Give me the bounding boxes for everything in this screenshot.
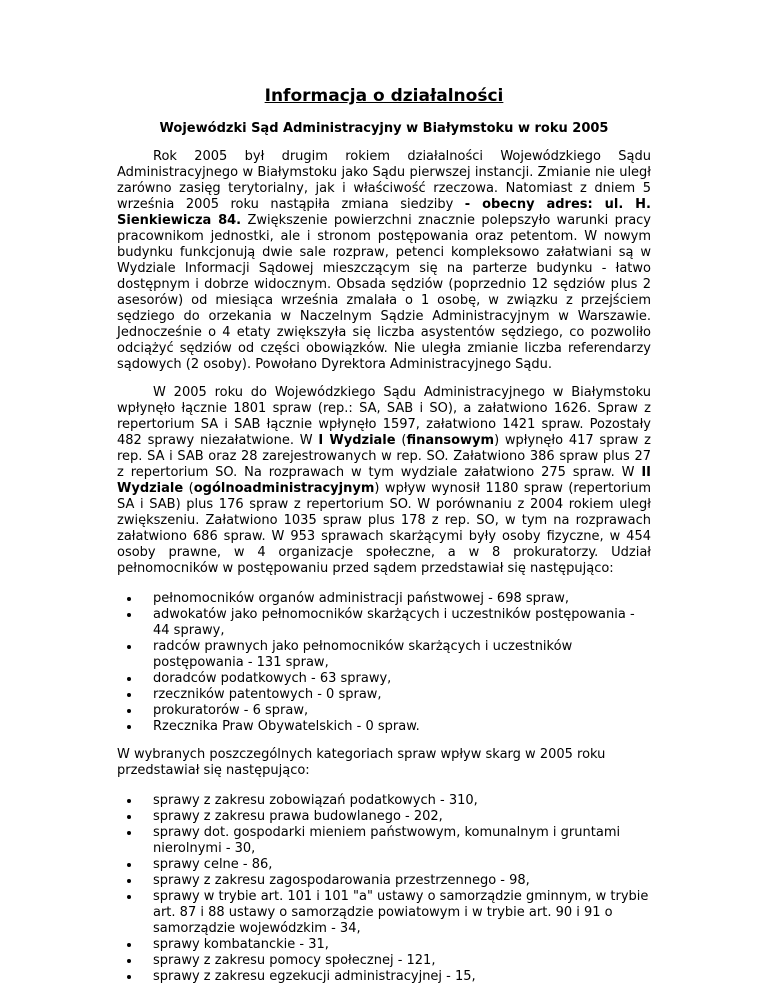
list-item: sprawy w trybie art. 101 i 101 "a" ustawy o samorządzie gminnym, w trybie art. 87 i 88 ustawy o samorządzie powiatowym i w trybie art. 90 i 91 o samorządzie wojewódzkim - 34,	[153, 889, 651, 937]
first-division-bold: I Wydziale	[318, 433, 396, 448]
list-item: sprawy z zakresu zobowiązań podatkowych - 310,	[153, 793, 651, 809]
stats-text-g: (	[183, 481, 194, 496]
financial-bold: finansowym	[406, 433, 495, 448]
document-subtitle: Wojewódzki Sąd Administracyjny w Białymstoku w roku 2005	[159, 121, 609, 136]
list-item: sprawy z zakresu zagospodarowania przestrzennego - 98,	[153, 873, 651, 889]
stats-text-i: ) wpływ wynosił 1180 spraw (repertorium SA i SAB) plus 176 spraw z repertorium SO. W porównaniu z 2004 rokiem uległ zwiększeniu. Załatwiono 1035 spraw plus 178 z rep. SO, w tym na rozprawach załatwiono 686 spraw. W 953 sprawach skarżącymi były osoby fizyczne, w 454 osoby prawne, w 4 organizacje społeczne, a w 8 prokuratorzy. Udział pełnomocników w postępowaniu przed sądem przedstawiał się następująco:	[117, 481, 651, 576]
paragraph-intro-text-a: Rok 2005 był drugim rokiem działalności Wojewódzkiego Sądu Administracyjnego w Białymstoku jako Sądu pierwszej instancji. Zmianie nie uległ zarówno zasięg terytorialny, jak i właściwość rzeczowa. Natomiast z dniem 5 września 2005 roku nastąpiła zmiana siedziby	[117, 149, 651, 212]
list-item: adwokatów jako pełnomocników skarżących i uczestników postępowania - 44 sprawy,	[153, 607, 651, 639]
list-item: sprawy kombatanckie - 31,	[153, 937, 651, 953]
list-item: sprawy z zakresu egzekucji administracyjnej - 15,	[153, 969, 651, 985]
list-item: sprawy dot. gospodarki mieniem państwowym, komunalnym i gruntami nierolnymi - 30,	[153, 825, 651, 857]
list-item: pełnomocników organów administracji państwowej - 698 spraw,	[153, 591, 651, 607]
list-item: doradców podatkowych - 63 sprawy,	[153, 671, 651, 687]
case-categories-list	[117, 793, 651, 985]
representatives-list	[117, 591, 651, 735]
list-item: sprawy celne - 86,	[153, 857, 651, 873]
document-title: Informacja o działalności	[264, 86, 504, 106]
general-admin-bold: ogólnoadministracyjnym	[193, 481, 375, 496]
second-division-bold: II Wydziale	[117, 465, 651, 496]
new-address-bold: - obecny adres: ul. H. Sienkiewicza 84.	[117, 197, 651, 228]
paragraph-categories: W wybranych poszczególnych kategoriach spraw wpływ skarg w 2005 roku przedstawiał się następująco:	[117, 747, 606, 778]
paragraph-intro-text-c: Zwiększenie powierzchni znacznie polepszyło warunki pracy pracownikom jednostki, ale i stronom postępowania oraz petentom. W nowym budynku funkcjonują dwie sale rozpraw, petenci kompleksowo załatwiani są w Wydziale Informacji Sądowej mieszczącym się na parterze budynku - łatwo dostępnym i dobrze widocznym. Obsada sędziów (poprzednio 12 sędziów plus 2 asesorów) od miesiąca września zmalała o 1 osobę, w związku z przejściem sędziego do orzekania w Naczelnym Sądzie Administracyjnym w Warszawie. Jednocześnie o 4 etaty zwiększyła się liczba asystentów sędziego, co pozwoliło odciążyć sędziów od części obowiązków. Nie uległa zmianie liczba referendarzy sądowych (2 osoby). Powołano Dyrektora Administracyjnego Sądu.	[117, 213, 651, 372]
list-item: prokuratorów - 6 spraw,	[153, 703, 651, 719]
list-item: sprawy z zakresu prawa budowlanego - 202,	[153, 809, 651, 825]
stats-text-a: W 2005 roku do Wojewódzkiego Sądu Administracyjnego w Białymstoku wpłynęło łącznie 1801 spraw (rep.: SA, SAB i SO), a załatwiono 1626. Spraw z repertorium SA i SAB łącznie wpłynęło 1597, załatwiono 1421 spraw. Pozostały 482 sprawy niezałatwione. W	[117, 385, 651, 448]
list-item: Rzecznika Praw Obywatelskich - 0 spraw.	[153, 719, 651, 735]
paragraph-intro	[117, 149, 651, 373]
list-item: radców prawnych jako pełnomocników skarżących i uczestników postępowania - 131 spraw,	[153, 639, 651, 671]
paragraph-statistics	[117, 385, 651, 577]
stats-text-c: (	[395, 433, 407, 448]
stats-text-e: ) wpłynęło 417 spraw z rep. SA i SAB oraz 28 zarejestrowanych w rep. SO. Załatwiono 386 spraw plus 27 z repertorium SO. Na rozprawach w tym wydziale załatwiono 275 spraw. W	[117, 433, 651, 480]
list-item: rzeczników patentowych - 0 spraw,	[153, 687, 651, 703]
list-item: sprawy z zakresu pomocy społecznej - 121,	[153, 953, 651, 969]
